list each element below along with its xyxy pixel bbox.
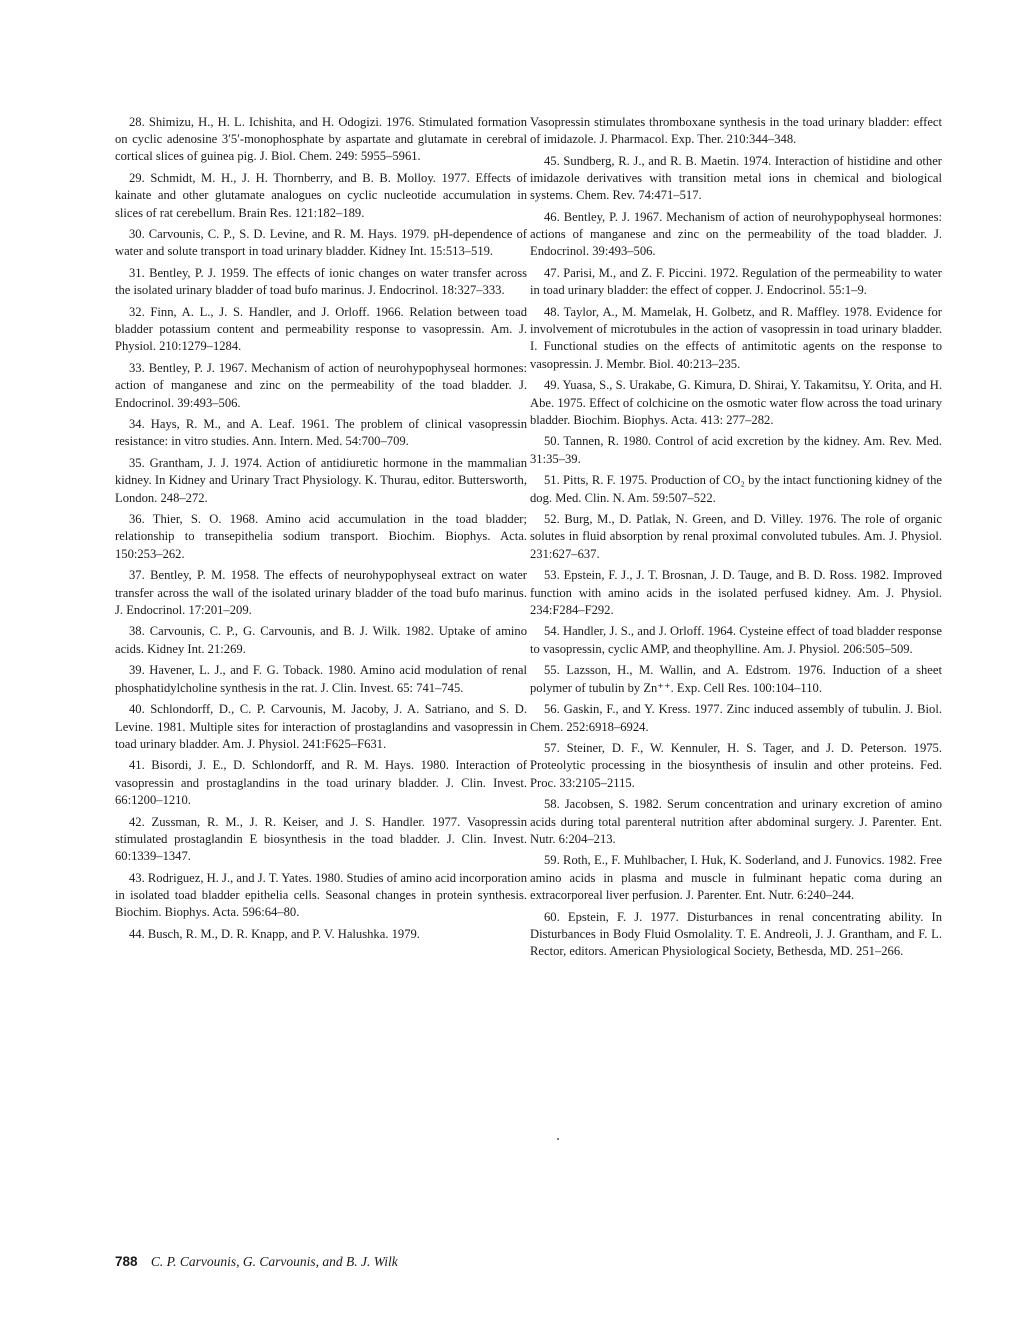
reference-48: 48. Taylor, A., M. Mamelak, H. Golbetz, and R. Maffley. 1978. Evidence for involvement of microtubules in the action of vasopressin in toad urinary bladder. I. Functional studies on the effects of antimitotic agents on the response to vasopressin. J. Membr. Biol. 40:213–235. <box>530 305 942 371</box>
reference-58: 58. Jacobsen, S. 1982. Serum concentration and urinary excretion of amino acids during total parenteral nutrition after abdominal surgery. J. Parenter. Ent. Nutr. 6:204–213. <box>530 797 942 846</box>
reference-44: 44. Busch, R. M., D. R. Knapp, and P. V. Halushka. 1979. <box>129 926 420 941</box>
reference-54: 54. Handler, J. S., and J. Orloff. 1964. Cysteine effect of toad bladder response to vasopressin, cyclic AMP, and theophylline. Am. J. Physiol. 206:505–509. <box>530 624 942 656</box>
reference-30: 30. Carvounis, C. P., S. D. Levine, and R. M. Hays. 1979. pH-dependence of water and solute transport in toad urinary bladder. Kidney Int. 15:513–519. <box>115 227 527 259</box>
reference-56: 56. Gaskin, F., and Y. Kress. 1977. Zinc induced assembly of tubulin. J. Biol. Chem. 252:6918–6924. <box>530 702 942 734</box>
reference-45: 45. Sundberg, R. J., and R. B. Maetin. 1974. Interaction of histidine and other imidazole derivatives with transition metal ions in chemical and biological systems. Chem. Rev. 74:471–517. <box>530 153 942 203</box>
page-footer <box>115 1254 398 1270</box>
reference-31: 31. Bentley, P. J. 1959. The effects of ionic changes on water transfer across the isolated urinary bladder of toad bufo marinus. J. Endocrinol. 18:327–333. <box>115 266 527 298</box>
page-number: 788 <box>115 1254 138 1269</box>
reference-55: 55. Lazsson, H., M. Wallin, and A. Edstrom. 1976. Induction of a sheet polymer of tubulin by Zn⁺⁺. Exp. Cell Res. 100:104–110. <box>530 663 942 695</box>
left-column <box>115 114 527 947</box>
reference-41: 41. Bisordi, J. E., D. Schlondorff, and R. M. Hays. 1980. Interaction of vasopressin and prostaglandins in the toad urinary bladder. J. Clin. Invest. 66:1200–1210. <box>115 758 527 807</box>
reference-52: 52. Burg, M., D. Patlak, N. Green, and D. Villey. 1976. The role of organic solutes in fluid absorption by renal proximal convoluted tubules. Am. J. Physiol. 231:627–637. <box>530 512 942 561</box>
reference-32: 32. Finn, A. L., J. S. Handler, and J. Orloff. 1966. Relation between toad bladder potassium content and permeability response to vasopressin. Am. J. Physiol. 210:1279–1284. <box>115 305 527 354</box>
reference-34: 34. Hays, R. M., and A. Leaf. 1961. The problem of clinical vasopressin resistance: in vitro studies. Ann. Intern. Med. 54:700–709. <box>115 417 527 449</box>
reference-46: 46. Bentley, P. J. 1967. Mechanism of action of neurohypophyseal hormones: actions of manganese and zinc on the permeability of the toad bladder. J. Endocrinol. 39:493–506. <box>530 210 942 259</box>
reference-36: 36. Thier, S. O. 1968. Amino acid accumulation in the toad bladder; relationship to transepithelia sodium transport. Biochim. Biophys. Acta. 150:253–262. <box>115 512 527 561</box>
reference-57: 57. Steiner, D. F., W. Kennuler, H. S. Tager, and J. D. Peterson. 1975. Proteolytic processing in the biosynthesis of insulin and other proteins. Fed. Proc. 33:2105–2115. <box>530 741 942 790</box>
reference-53: 53. Epstein, F. J., J. T. Brosnan, J. D. Tauge, and B. D. Ross. 1982. Improved function with amino acids in the isolated perfused kidney. Am. J. Physiol. 234:F284–F292. <box>530 568 942 617</box>
reference-42: 42. Zussman, R. M., J. R. Keiser, and J. S. Handler. 1977. Vasopressin stimulated prostaglandin E biosynthesis in the toad bladder. J. Clin. Invest. 60:1339–1347. <box>115 814 527 863</box>
reference-29: 29. Schmidt, M. H., J. H. Thornberry, and B. B. Molloy. 1977. Effects of kainate and other glutamate analogues on cyclic nucleotide accumulation in slices of rat cerebellum. Brain Res. 121:182–189. <box>115 171 527 220</box>
reference-44-continuation: Vasopressin stimulates thromboxane synthesis in the toad urinary bladder: effect of imidazole. J. Pharmacol. Exp. Ther. 210:344–348. <box>530 115 942 147</box>
reference-35: 35. Grantham, J. J. 1974. Action of antidiuretic hormone in the mammalian kidney. In Kidney and Urinary Tract Physiology. K. Thurau, editor. Buttersworth, London. 248–272. <box>115 456 527 505</box>
reference-60: 60. Epstein, F. J. 1977. Disturbances in renal concentrating ability. In Disturbances in Body Fluid Osmolality. T. E. Andreoli, J. J. Grantham, and F. L. Rector, editors. American Physiological Society, Bethesda, MD. 251–266. <box>530 909 942 958</box>
reference-28: 28. Shimizu, H., H. L. Ichishita, and H. Odogizi. 1976. Stimulated formation on cyclic adenosine 3′5′-monophosphate by aspartate and glutamate in cerebral cortical slices of guinea pig. J. Biol. Chem. 249: 5955–5961. <box>115 115 527 164</box>
reference-43: 43. Rodriguez, H. J., and J. T. Yates. 1980. Studies of amino acid incorporation in isolated toad bladder epithelia cells. Seasonal changes in protein synthesis. Biochim. Biophys. Acta. 596:64–80. <box>115 870 527 920</box>
running-authors: C. P. Carvounis, G. Carvounis, and B. J. Wilk <box>150 1254 398 1269</box>
reference-37: 37. Bentley, P. M. 1958. The effects of neurohypophyseal extract on water transfer across the wall of the isolated urinary bladder of the toad bufo marinus. J. Endocrinol. 17:201–209. <box>115 568 527 617</box>
reference-38: 38. Carvounis, C. P., G. Carvounis, and B. J. Wilk. 1982. Uptake of amino acids. Kidney Int. 21:269. <box>115 624 527 656</box>
reference-33: 33. Bentley, P. J. 1967. Mechanism of action of neurohypophyseal hormones: action of manganese and zinc on the permeability of the toad bladder. J. Endocrinol. 39:493–506. <box>115 361 527 410</box>
reference-59: 59. Roth, E., F. Muhlbacher, I. Huk, K. Soderland, and J. Funovics. 1982. Free amino acids in plasma and muscle in fulminant hepatic coma during an extracorporeal liver perfusion. J. Parenter. Ent. Nutr. 6:240–244. <box>530 853 942 902</box>
reference-49: 49. Yuasa, S., S. Urakabe, G. Kimura, D. Shirai, Y. Takamitsu, Y. Orita, and H. Abe. 1975. Effect of colchicine on the osmotic water flow across the toad urinary bladder. Biochim. Biophys. Acta. 413: 277–282. <box>530 378 942 427</box>
reference-50: 50. Tannen, R. 1980. Control of acid excretion by the kidney. Am. Rev. Med. 31:35–39. <box>530 434 942 466</box>
right-column <box>530 114 942 965</box>
scan-speck <box>557 1138 559 1140</box>
reference-47: 47. Parisi, M., and Z. F. Piccini. 1972. Regulation of the permeability to water in toad urinary bladder: the effect of copper. J. Endocrinol. 55:1–9. <box>530 266 942 298</box>
reference-51: 51. Pitts, R. F. 1975. Production of CO₂ by the intact functioning kidney of the dog. Med. Clin. N. Am. 59:507–522. <box>530 473 942 505</box>
reference-40: 40. Schlondorff, D., C. P. Carvounis, M. Jacoby, J. A. Satriano, and S. D. Levine. 1981. Multiple sites for interaction of prostaglandins and vasopressin in toad urinary bladder. Am. J. Physiol. 241:F625–F631. <box>115 702 527 751</box>
reference-39: 39. Havener, L. J., and F. G. Toback. 1980. Amino acid modulation of renal phosphatidylcholine synthesis in the rat. J. Clin. Invest. 65: 741–745. <box>115 663 527 695</box>
